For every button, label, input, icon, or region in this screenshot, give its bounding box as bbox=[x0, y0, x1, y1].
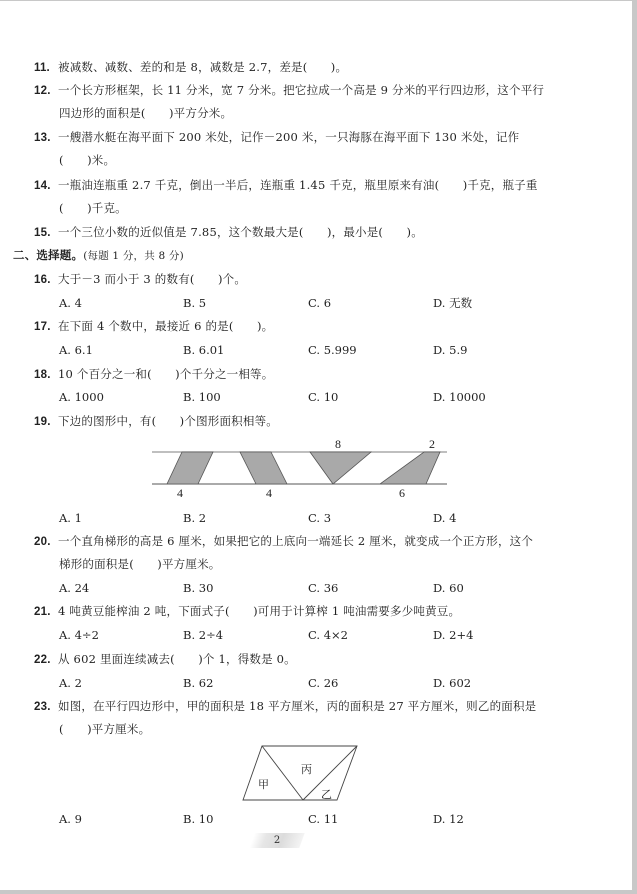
option-b: B. 10 bbox=[183, 812, 214, 826]
option-a: A. 4÷2 bbox=[59, 628, 99, 642]
question-number: 17. bbox=[34, 321, 51, 333]
question-number: 23. bbox=[34, 701, 51, 713]
question-number: 21. bbox=[34, 606, 51, 618]
question-text-continued: 四边形的面积是( )平方分米。 bbox=[59, 106, 233, 120]
label-8: 8 bbox=[335, 437, 341, 451]
section-note: (每题 1 分，共 8 分) bbox=[83, 250, 184, 262]
option-b: B. 2 bbox=[183, 511, 207, 525]
option-a: A. 6.1 bbox=[59, 343, 93, 357]
option-b: B. 6.01 bbox=[183, 343, 225, 357]
question-number: 14. bbox=[34, 180, 51, 192]
option-a: A. 1000 bbox=[59, 390, 104, 404]
figure-23-parallelogram bbox=[0, 1, 632, 821]
question-number: 19. bbox=[34, 416, 51, 428]
option-b: B. 30 bbox=[183, 581, 214, 595]
question-number: 15. bbox=[34, 227, 51, 239]
page-number: 2 bbox=[273, 835, 281, 846]
question-text: 4 吨黄豆能榨油 2 吨，下面式子( )可用于计算榨 1 吨油需要多少吨黄豆。 bbox=[58, 604, 461, 618]
option-d: D. 10000 bbox=[433, 390, 486, 404]
question-text: 被减数、减数、差的和是 8，减数是 2.7，差是( )。 bbox=[58, 60, 348, 74]
option-c: C. 3 bbox=[308, 511, 332, 525]
question-text: 从 602 里面连续减去( )个 1，得数是 0。 bbox=[58, 652, 296, 666]
question-text: 如图，在平行四边形中，甲的面积是 18 平方厘米，丙的面积是 27 平方厘米，则乙的面积是 bbox=[58, 699, 537, 713]
option-c: C. 10 bbox=[308, 390, 339, 404]
question-number: 18. bbox=[34, 369, 51, 381]
question-text-continued: ( )平方厘米。 bbox=[59, 722, 151, 736]
question-number: 22. bbox=[34, 654, 51, 666]
question-text: 在下面 4 个数中，最接近 6 的是( )。 bbox=[58, 319, 274, 333]
option-c: C. 11 bbox=[308, 812, 339, 826]
option-c: C. 4×2 bbox=[308, 628, 348, 642]
option-b: B. 2÷4 bbox=[183, 628, 224, 642]
option-d: D. 602 bbox=[433, 676, 472, 690]
question-text: 10 个百分之一和( )个千分之一相等。 bbox=[58, 367, 274, 381]
question-text-continued: ( )米。 bbox=[59, 153, 116, 167]
option-d: D. 2+4 bbox=[433, 628, 474, 642]
question-text: 一个长方形框架，长 11 分米，宽 7 分米。把它拉成一个高是 9 分米的平行四边形，这个平行 bbox=[58, 83, 545, 97]
option-b: B. 62 bbox=[183, 676, 214, 690]
option-a: A. 9 bbox=[59, 812, 82, 826]
option-a: A. 24 bbox=[59, 581, 90, 595]
label-4a: 4 bbox=[177, 486, 183, 500]
option-d: D. 12 bbox=[433, 812, 464, 826]
question-text: 大于－3 而小于 3 的数有( )个。 bbox=[58, 272, 247, 286]
question-text: 一瓶油连瓶重 2.7 千克，倒出一半后，连瓶重 1.45 千克，瓶里原来有油( )千克，瓶子重 bbox=[58, 178, 538, 192]
question-number: 16. bbox=[34, 274, 51, 286]
question-text: 一个三位小数的近似值是 7.85，这个数最大是( )，最小是( )。 bbox=[58, 225, 423, 239]
option-b: B. 5 bbox=[183, 296, 207, 310]
section-title: 二、选择题。 bbox=[13, 248, 84, 262]
option-d: D. 无数 bbox=[433, 296, 473, 310]
question-text: 下边的图形中，有( )个图形面积相等。 bbox=[58, 414, 278, 428]
option-a: A. 4 bbox=[59, 296, 82, 310]
exam-page bbox=[0, 1, 632, 890]
option-a: A. 1 bbox=[59, 511, 82, 525]
label-jia: 甲 bbox=[258, 779, 269, 791]
label-6: 6 bbox=[399, 486, 405, 500]
option-c: C. 36 bbox=[308, 581, 339, 595]
label-2: 2 bbox=[429, 437, 435, 451]
page-number-badge bbox=[249, 833, 304, 848]
option-b: B. 100 bbox=[183, 390, 221, 404]
option-a: A. 2 bbox=[59, 676, 82, 690]
question-number: 13. bbox=[34, 132, 51, 144]
question-number: 12. bbox=[34, 85, 51, 97]
option-d: D. 5.9 bbox=[433, 343, 468, 357]
option-c: C. 6 bbox=[308, 296, 332, 310]
option-d: D. 4 bbox=[433, 511, 457, 525]
label-bing: 丙 bbox=[301, 764, 312, 776]
label-4b: 4 bbox=[266, 486, 272, 500]
option-c: C. 26 bbox=[308, 676, 339, 690]
question-text-continued: ( )千克。 bbox=[59, 201, 127, 215]
label-yi: 乙 bbox=[321, 789, 332, 801]
question-number: 20. bbox=[34, 536, 51, 548]
option-d: D. 60 bbox=[433, 581, 464, 595]
option-c: C. 5.999 bbox=[308, 343, 357, 357]
question-text: 一个直角梯形的高是 6 厘米，如果把它的上底向一端延长 2 厘米，就变成一个正方形，这个 bbox=[58, 534, 534, 548]
question-text-continued: 梯形的面积是( )平方厘米。 bbox=[59, 557, 221, 571]
question-number: 11. bbox=[34, 62, 50, 74]
question-text: 一艘潜水艇在海平面下 200 米处，记作－200 米，一只海豚在海平面下 130 米处，记作 bbox=[58, 130, 520, 144]
